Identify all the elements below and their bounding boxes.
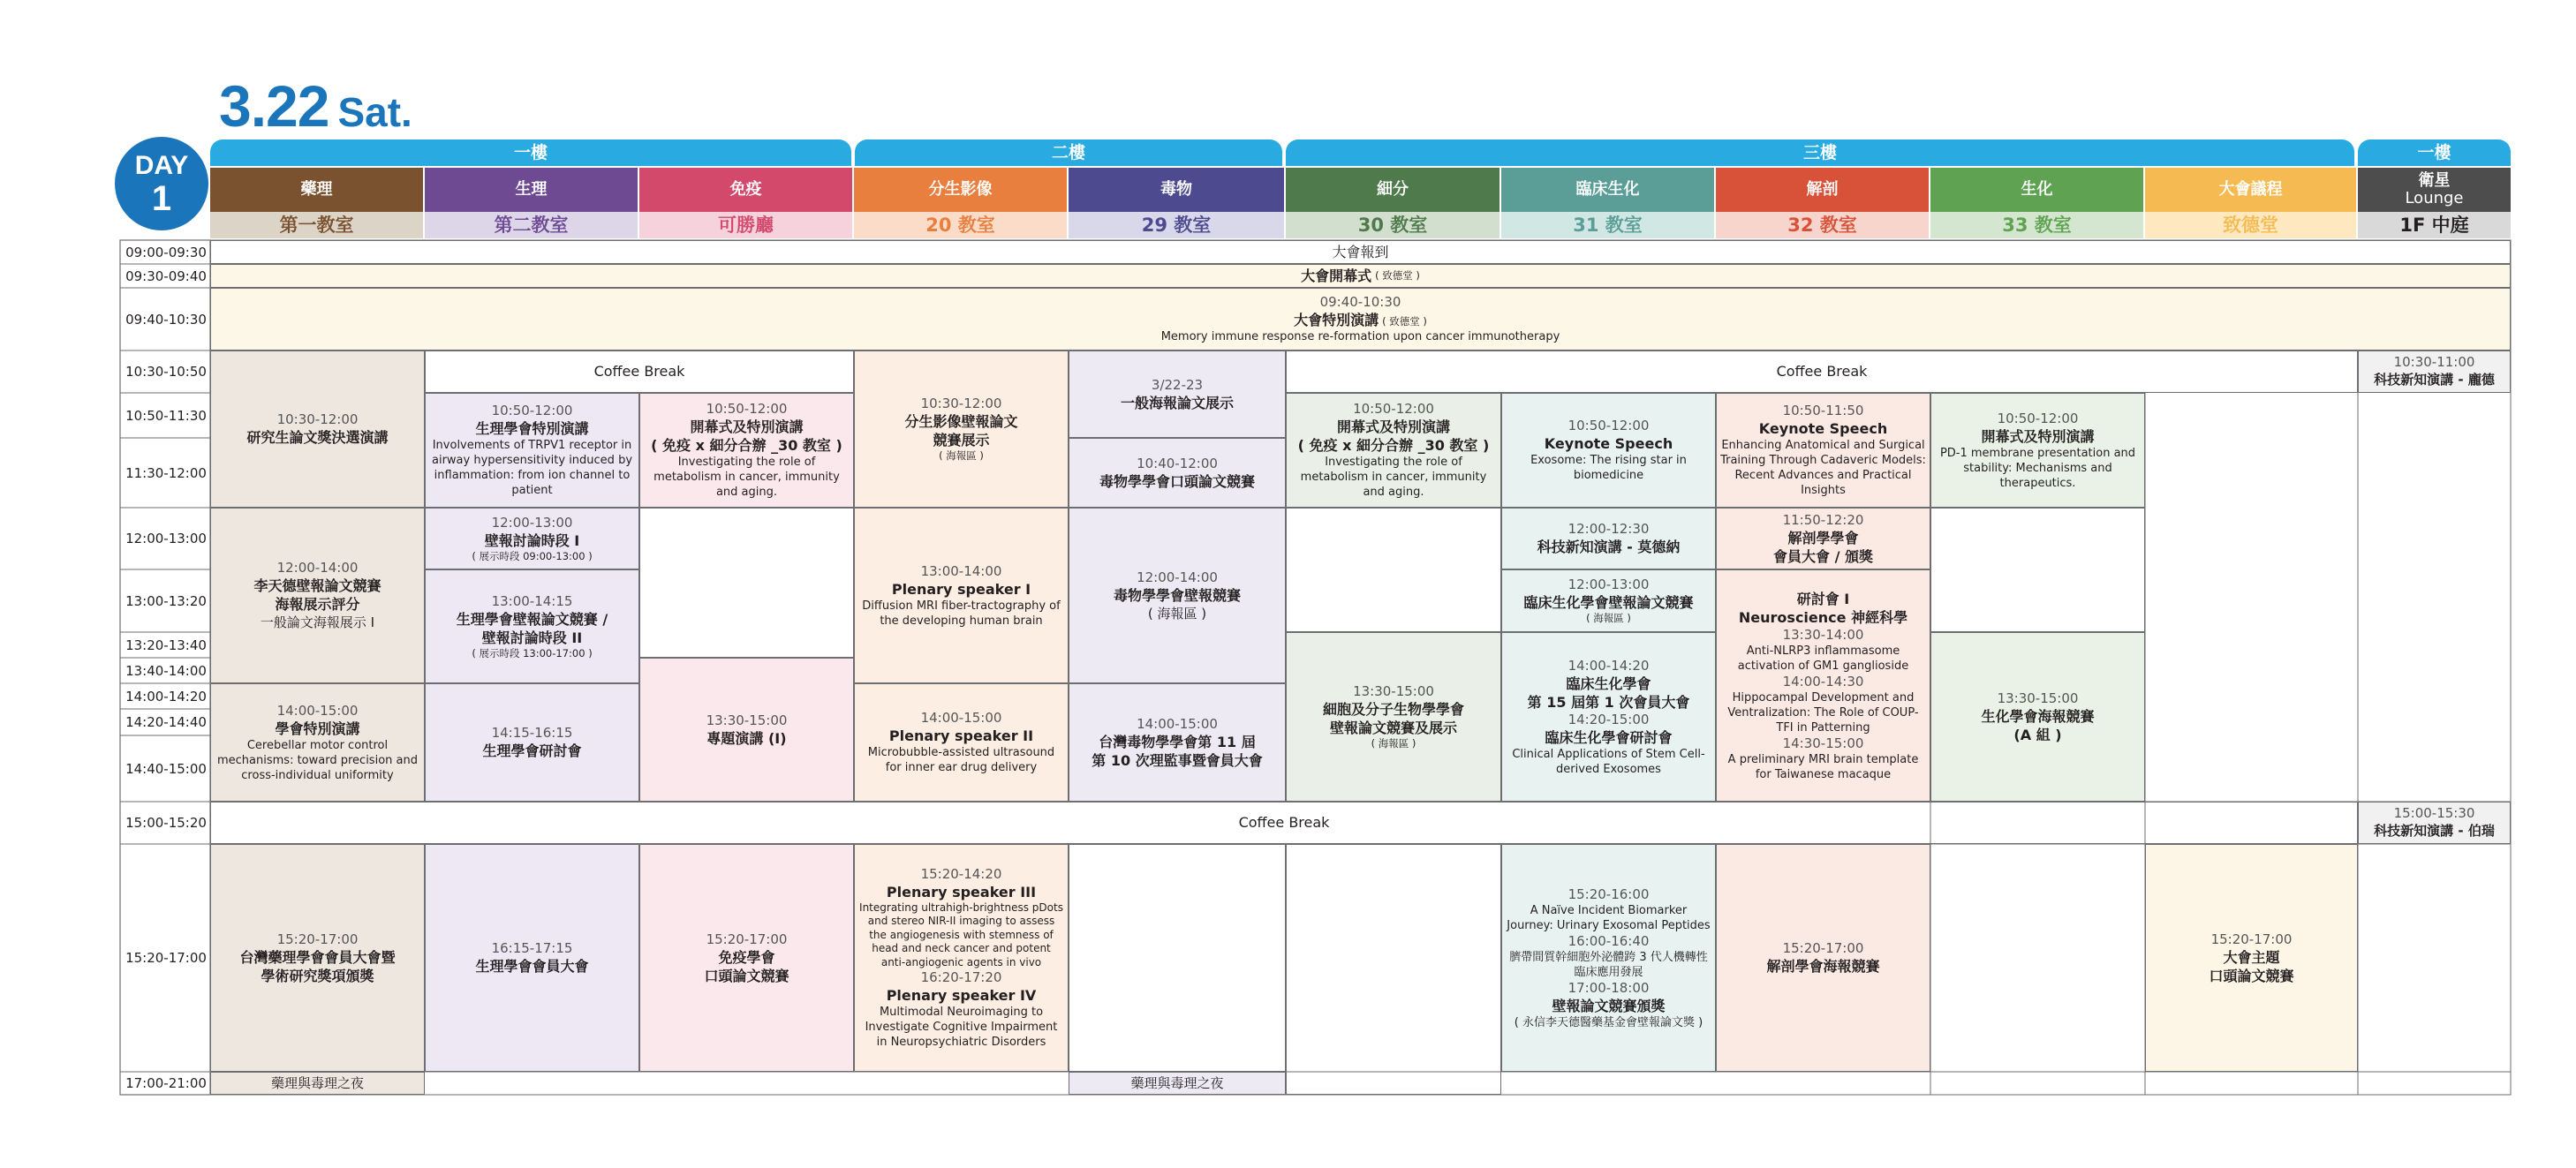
- session-time: 13:00-14:15: [491, 592, 573, 609]
- session-title: 藥理與毒理之夜: [270, 1075, 364, 1091]
- session-tox-oral: [1069, 438, 1286, 508]
- room-1: 第一教室: [210, 212, 423, 238]
- session-time: 10:30-12:00: [276, 411, 359, 427]
- time-slot: 09:00-09:30: [125, 244, 207, 260]
- special-lecture-location: ( 致德堂 ): [1382, 315, 1427, 328]
- session-note: ( 展示時段 09:00-13:00 ): [472, 549, 593, 562]
- session-cb-tech-talk: [1501, 508, 1716, 569]
- session-pharm-special: [210, 683, 425, 802]
- registration-label: 大會報到: [1332, 244, 1389, 260]
- session-location: ( 海報區 ): [1586, 612, 1631, 624]
- session-title: 科技新知演講 - 伯瑞: [2374, 823, 2495, 839]
- room-33: 33 教室: [1930, 212, 2143, 238]
- time-slot: 13:20-13:40: [125, 637, 207, 653]
- session-title: Keynote Speech: [1544, 435, 1673, 452]
- session-tox-assembly: [1069, 683, 1286, 802]
- session-time: 14:20-15:00: [1568, 711, 1650, 727]
- session-pharm-night: [210, 1072, 425, 1095]
- coffee-break-label: Coffee Break: [593, 363, 685, 380]
- coffee-break: [1286, 350, 2358, 393]
- session-time: 15:20-17:00: [276, 931, 359, 947]
- session-bio-poster: [1930, 632, 2145, 802]
- floor-header-1f: 一樓: [210, 139, 851, 166]
- session-desc: A preliminary MRI brain template for Taiwanese macaque: [1727, 752, 1919, 781]
- empty-slot: [1286, 844, 1501, 1095]
- session-title: (A 組 ): [2013, 726, 2062, 743]
- time-slot: 13:40-14:00: [125, 662, 207, 679]
- session-time: 14:00-15:00: [276, 702, 359, 719]
- dept-physiology: 生理: [425, 168, 638, 212]
- time-slot: 13:00-13:20: [125, 592, 207, 609]
- session-time: 13:30-15:00: [1997, 689, 2079, 706]
- coffee-break-label: Coffee Break: [1776, 363, 1868, 380]
- dept-pharmacology: 藥理: [210, 168, 423, 212]
- session-tox-night: [1069, 1072, 1286, 1095]
- session-time: 09:40-10:30: [1319, 294, 1401, 310]
- session-title: 研究生論文獎決選演講: [246, 429, 389, 446]
- session-anat-poster: [1716, 844, 1930, 1072]
- session-title: 壁報討論時段 II: [481, 629, 583, 646]
- session-title: Plenary speaker III: [886, 883, 1037, 900]
- session-time: 16:00-16:40: [1568, 932, 1650, 949]
- opening-title: 大會開幕式: [1301, 268, 1372, 284]
- session-time: 14:30-15:00: [1782, 735, 1864, 751]
- session-subtitle: ( 永信李天德醫藥基金會壁報論文獎 ): [1514, 1015, 1703, 1029]
- session-phys-poster-1: [425, 508, 639, 569]
- coffee-break: [210, 802, 2358, 844]
- floor-header-2f: 二樓: [855, 139, 1282, 166]
- session-time: 15:20-14:20: [920, 865, 1002, 882]
- session-anat-keynote: [1716, 393, 1930, 508]
- session-title: Neuroscience 神經科學: [1738, 608, 1908, 626]
- session-time: 15:20-17:00: [2210, 931, 2293, 947]
- session-desc: Cerebellar motor control mechanisms: toward precision and cross-individual uniformity: [217, 738, 418, 782]
- session-time: 13:30-14:00: [1782, 626, 1864, 643]
- session-time: 12:00-12:30: [1568, 521, 1650, 537]
- time-slot: 10:30-10:50: [125, 364, 207, 380]
- session-title: 競賽展示: [933, 432, 990, 448]
- floor-header-1f-lounge: 一樓: [2358, 139, 2511, 166]
- room-20: 20 教室: [854, 212, 1067, 238]
- session-time: 10:30-12:00: [920, 396, 1002, 411]
- session-title: Plenary speaker II: [888, 727, 1034, 744]
- session-desc: Multimodal Neuroimaging to Investigate Cognitive Impairment in Neuropsychiatric Disorders: [865, 1006, 1058, 1050]
- session-time: 10:50-12:00: [706, 401, 788, 417]
- session-title: 壁報討論時段 I: [484, 531, 580, 549]
- session-desc: A Naïve Incident Biomarker Journey: Urinary Exosomal Peptides: [1507, 903, 1711, 932]
- dept-lounge: Lounge: [2405, 189, 2464, 207]
- room-atrium: 1F 中庭: [2358, 212, 2511, 238]
- session-title: 毒物學學會壁報競賽: [1113, 586, 1241, 604]
- session-desc: Exosome: The rising star in biomedicine: [1530, 454, 1687, 482]
- dept-immunology: 免疫: [639, 168, 852, 212]
- session-title: 壁報論文競賽頒獎: [1552, 997, 1666, 1014]
- floor-header-3f: 三樓: [1286, 139, 2354, 166]
- session-phys-poster-2: [425, 569, 639, 683]
- special-lecture-banner: [210, 288, 2511, 350]
- session-time: 10:30-11:00: [2393, 354, 2475, 370]
- session-desc: 臍帶間質幹細胞外泌體跨 3 代人機轉性臨床應用發展: [1509, 950, 1708, 979]
- session-time: 10:40-12:00: [1137, 455, 1218, 471]
- session-time: 14:15-16:15: [491, 725, 573, 741]
- session-time: 16:20-17:20: [920, 969, 1002, 986]
- session-tox-poster: [1069, 350, 1286, 438]
- session-time: 10:50-12:00: [1997, 410, 2079, 426]
- session-desc: Investigating the role of metabolism in cancer, immunity and aging.: [1300, 456, 1487, 499]
- session-title: 開幕式及特別演講: [1981, 427, 2095, 445]
- session-time: 15:20-17:00: [1782, 940, 1864, 956]
- empty-slot: [1930, 508, 2145, 632]
- room-main-hall: 致德堂: [2145, 212, 2356, 238]
- session-cb-poster: [1501, 569, 1716, 632]
- dept-toxicology: 毒物: [1069, 168, 1284, 212]
- session-note: ( 展示時段 13:00-17:00 ): [472, 646, 593, 659]
- special-lecture-desc: Memory immune response re-formation upon cancer immunotherapy: [1160, 330, 1560, 343]
- session-cb-keynote: [1501, 393, 1716, 508]
- date: 3.22: [219, 73, 329, 139]
- session-immu-opening: [639, 393, 854, 508]
- session-desc: Enhancing Anatomical and Surgical Training Through Cadaveric Models: Recent Advances and Practical Insights: [1720, 439, 1926, 497]
- dept-clinical-biochem: 臨床生化: [1501, 168, 1714, 212]
- session-img-plenary-3-4: [854, 844, 1069, 1072]
- session-title: 臨床生化學會壁報論文競賽: [1523, 594, 1694, 611]
- session-time: 14:00-14:30: [1782, 673, 1864, 689]
- coffee-break-label: Coffee Break: [1238, 814, 1330, 831]
- session-desc: Microbubble-assisted ultrasound for inner ear drug delivery: [867, 746, 1055, 774]
- session-title: 科技新知演講 - 莫德納: [1537, 539, 1681, 555]
- session-time: 10:50-11:50: [1782, 403, 1864, 418]
- session-time: 14:00-14:20: [1568, 657, 1650, 674]
- time-slot: 14:20-14:40: [125, 714, 207, 730]
- session-anat-symposium: [1716, 569, 1930, 802]
- session-time: 12:00-14:00: [1137, 569, 1218, 585]
- session-cb-assembly: [1501, 632, 1716, 802]
- time-slot: 11:30-12:00: [125, 464, 207, 481]
- session-title: 一般海報論文展示: [1120, 394, 1234, 411]
- empty-slot: [1286, 508, 1501, 632]
- session-time: 15:00-15:30: [2393, 805, 2475, 821]
- session-location: ( 海報區 ): [1147, 605, 1207, 622]
- session-title: 細胞及分子生物學學會: [1322, 701, 1464, 718]
- session-title: 生理學會特別演講: [475, 420, 589, 437]
- session-title: 科技新知演講 - 龐德: [2374, 372, 2495, 388]
- time-slot: 15:00-15:20: [125, 815, 207, 831]
- session-time: 11:50-12:20: [1782, 511, 1864, 528]
- session-time: 10:50-12:00: [1353, 401, 1434, 417]
- session-title: 生理學會會員大會: [475, 958, 589, 975]
- session-bio-opening: [1930, 393, 2145, 508]
- session-title: Plenary speaker IV: [886, 987, 1037, 1005]
- session-time: 15:20-16:00: [1568, 885, 1650, 902]
- session-title: 第 10 次理監事暨會員大會: [1092, 751, 1263, 769]
- room-2: 第二教室: [425, 212, 638, 238]
- special-lecture-title: 大會特別演講: [1294, 312, 1379, 328]
- session-immu-oral: [639, 844, 854, 1072]
- dept-satellite: 衛星: [2418, 171, 2451, 190]
- session-time: 17:00-18:00: [1568, 979, 1650, 996]
- session-desc: Integrating ultrahigh-brightness pDots and stereo NIR-II imaging to assess the angiogenesis with stemness of head and neck cancer and potent anti-angiogenic agents in vivo: [859, 900, 1063, 968]
- session-title: 臨床生化學會研討會: [1545, 728, 1673, 746]
- session-time: 16:15-17:15: [491, 940, 573, 956]
- time-slot: 14:00-14:20: [125, 688, 207, 705]
- session-mb-opening: [1286, 393, 1501, 508]
- time-slot: 12:00-13:00: [125, 531, 207, 546]
- weekday: Sat.: [337, 89, 412, 135]
- session-title: 解剖學學會: [1787, 529, 1859, 546]
- session-time: 3/22-23: [1151, 376, 1204, 393]
- session-title: 第 15 屆第 1 次會員大會: [1527, 693, 1690, 711]
- session-title: 研討會 I: [1796, 590, 1850, 607]
- session-mb-poster: [1286, 632, 1501, 802]
- dept-biochemistry: 生化: [1930, 168, 2143, 212]
- session-img-plenary-1: [854, 508, 1069, 683]
- day-number: 1: [151, 179, 172, 218]
- session-title: 免疫學會: [718, 948, 775, 966]
- session-title: 解剖學會海報競賽: [1766, 958, 1880, 975]
- opening-banner: [210, 264, 2511, 288]
- dept-molecular-imaging: 分生影像: [854, 168, 1067, 212]
- session-phys-seminar: [425, 683, 639, 802]
- time-slot: 15:20-17:00: [125, 950, 207, 966]
- session-cb-afternoon: [1501, 844, 1716, 1072]
- session-desc: PD-1 membrane presentation and stability: Mechanisms and therapeutics.: [1939, 446, 2136, 490]
- session-title: 開幕式及特別演講: [1336, 418, 1450, 435]
- session-immu-lecture: [639, 658, 854, 802]
- day-label: DAY: [134, 151, 189, 180]
- session-title: 藥理與毒理之夜: [1130, 1075, 1224, 1091]
- session-pharm-poster: [210, 508, 425, 683]
- time-slot: 09:30-09:40: [125, 268, 207, 284]
- session-time: 13:30-15:00: [1353, 683, 1434, 699]
- session-location: ( 海報區 ): [939, 449, 984, 462]
- session-subtitle: ( 免疫 x 細分合辦 _30 教室 ): [651, 437, 842, 454]
- session-title: Plenary speaker I: [891, 580, 1031, 598]
- session-time: 13:30-15:00: [706, 712, 788, 728]
- registration-banner: [210, 240, 2511, 264]
- session-title: 毒物學學會口頭論文競賽: [1099, 472, 1255, 490]
- coffee-break: [425, 350, 854, 393]
- empty-slot: [1069, 844, 1286, 1072]
- session-phys-special: [425, 393, 639, 508]
- session-title: 臨床生化學會: [1566, 674, 1651, 692]
- session-title: 生化學會海報競賽: [1981, 707, 2095, 725]
- session-pharm-assembly: [210, 844, 425, 1072]
- session-title: 李天德壁報論文競賽: [253, 577, 381, 594]
- session-title: 口頭論文競賽: [2209, 967, 2294, 984]
- dept-cell-molecular: 細分: [1286, 168, 1500, 212]
- session-lounge-talk-2: [2358, 802, 2511, 844]
- session-anat-assembly: [1716, 508, 1930, 569]
- session-title: 會員大會 / 頒獎: [1773, 547, 1873, 565]
- session-location: ( 海報區 ): [1371, 737, 1416, 750]
- dept-anatomy: 解剖: [1716, 168, 1929, 212]
- session-desc: Hippocampal Development and Ventralization: The Role of COUP-TFI in Patterning: [1727, 690, 1919, 735]
- session-time: 12:00-14:00: [276, 560, 359, 576]
- session-time: 10:50-12:00: [491, 403, 573, 418]
- time-slot: 09:40-10:30: [125, 311, 207, 328]
- session-time: 15:20-17:00: [706, 931, 788, 947]
- session-subtitle: ( 免疫 x 細分合辦 _30 教室 ): [1297, 437, 1490, 454]
- session-title: 生理學會研討會: [482, 742, 582, 759]
- session-time: 10:50-12:00: [1568, 418, 1650, 433]
- room-29: 29 教室: [1069, 212, 1284, 238]
- session-desc: Involvements of TRPV1 receptor in airway hypersensitivity induced by inflammation: from ion channel to patient: [431, 439, 633, 497]
- session-title: 口頭論文競賽: [704, 967, 789, 984]
- room-31: 31 教室: [1501, 212, 1714, 238]
- session-desc: Investigating the role of metabolism in cancer, immunity and aging.: [653, 456, 840, 499]
- session-title: 台灣藥理學會會員大會暨: [239, 948, 396, 966]
- session-time: 12:00-13:00: [491, 514, 573, 531]
- session-tox-poster-comp: [1069, 508, 1286, 683]
- session-title: Keynote Speech: [1758, 420, 1888, 437]
- session-title: 海報展示評分: [275, 596, 360, 613]
- room-30: 30 教室: [1286, 212, 1500, 238]
- time-slot: 14:40-15:00: [125, 760, 207, 777]
- room-32: 32 教室: [1716, 212, 1929, 238]
- session-main-oral: [2145, 844, 2358, 1072]
- session-desc: Clinical Applications of Stem Cell-derived Exosomes: [1512, 747, 1705, 776]
- session-img-plenary-2: [854, 683, 1069, 802]
- dept-main-program: 大會議程: [2145, 168, 2356, 212]
- session-time: 14:00-15:00: [1137, 715, 1218, 732]
- session-pharm-graduate: [210, 350, 425, 508]
- session-title: 大會主題: [2223, 948, 2280, 966]
- session-lounge-talk-1: [2358, 350, 2511, 393]
- session-title: 壁報論文競賽及展示: [1329, 720, 1457, 736]
- session-title: 生理學會壁報論文競賽 /: [456, 610, 608, 628]
- session-title: 專題演講 (I): [706, 729, 787, 747]
- session-title: 開幕式及特別演講: [690, 418, 804, 435]
- opening-location: ( 致德堂 ): [1375, 269, 1420, 282]
- session-desc: Diffusion MRI fiber-tractography of the developing human brain: [862, 599, 1061, 628]
- time-slot: 10:50-11:30: [125, 407, 207, 424]
- session-subtitle: 一般論文海報展示 I: [260, 614, 375, 630]
- session-time: 14:00-15:00: [920, 710, 1002, 726]
- session-time: 12:00-13:00: [1568, 576, 1650, 592]
- time-slot: 17:00-21:00: [125, 1075, 207, 1091]
- session-title: 學術研究獎項頒獎: [261, 967, 374, 984]
- session-phys-assembly: [425, 844, 639, 1072]
- session-title: 台灣毒物學學會第 11 屆: [1099, 733, 1256, 750]
- session-title: 學會特別演講: [275, 720, 360, 737]
- session-title: 分生影像壁報論文: [904, 413, 1018, 430]
- session-img-poster: [854, 350, 1069, 508]
- session-time: 13:00-14:00: [920, 562, 1002, 579]
- session-desc: Anti-NLRP3 inflammasome activation of GM1 ganglioside: [1737, 644, 1909, 673]
- room-hall: 可勝廳: [639, 212, 852, 238]
- empty-slot: [639, 508, 854, 658]
